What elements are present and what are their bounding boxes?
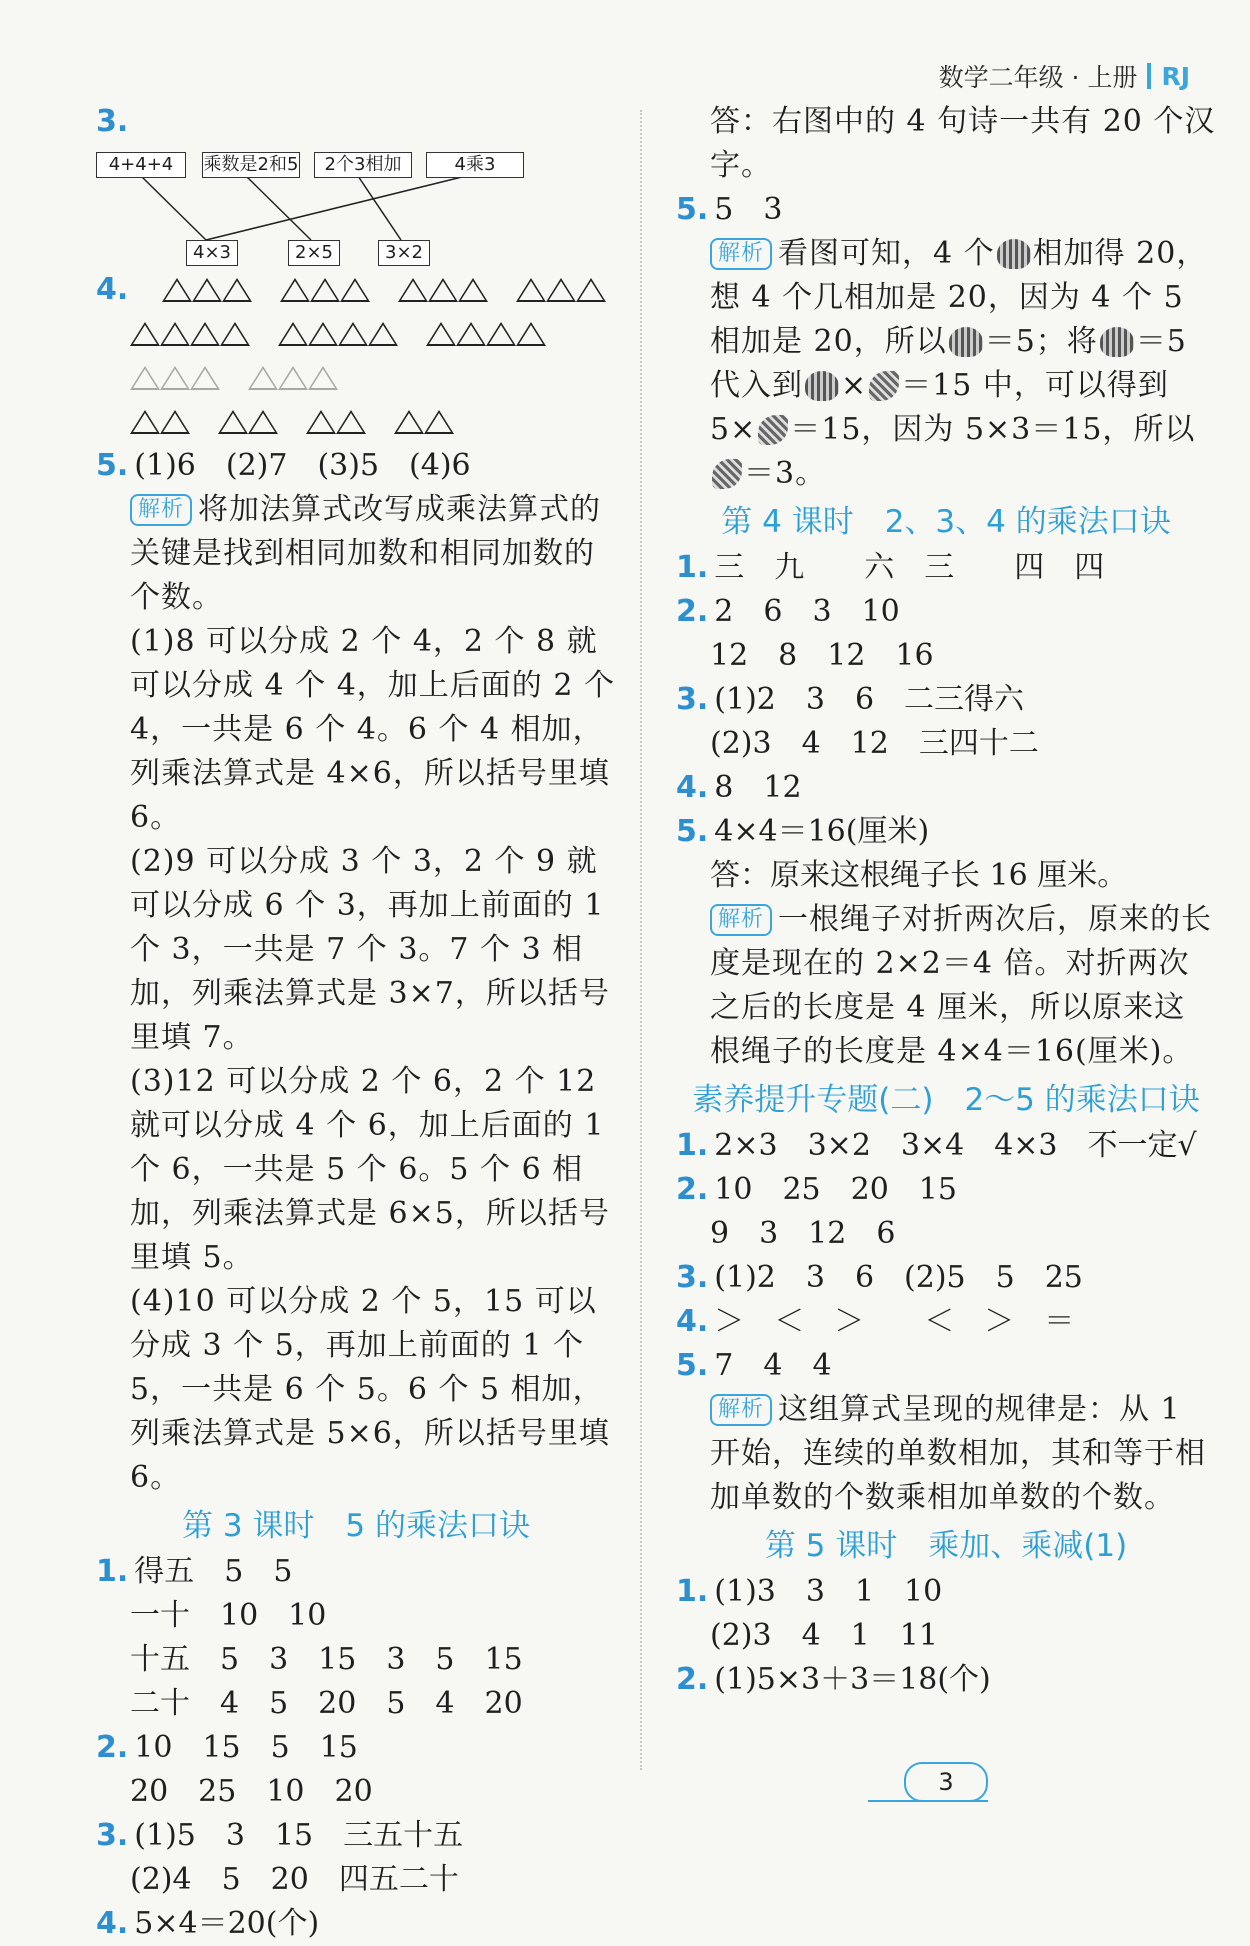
triangle-shape bbox=[130, 366, 160, 390]
triangle-shape bbox=[486, 322, 516, 346]
triangle-group bbox=[278, 322, 398, 346]
l3-q2-line1: 10 15 5 15 bbox=[134, 1730, 358, 1765]
analysis-text: 看图可知，4 个 bbox=[778, 236, 995, 271]
triangle-shape bbox=[278, 366, 308, 390]
q4-triangles-row-4 bbox=[96, 400, 616, 444]
shell-icon bbox=[805, 371, 839, 401]
page-number-underline bbox=[868, 1800, 988, 1802]
s2-q5-line: 7 4 4 bbox=[714, 1348, 832, 1383]
q4-triangles-row-3 bbox=[96, 356, 616, 400]
l3-q2-line2: 20 25 10 20 bbox=[130, 1774, 373, 1809]
match-box-top-2: 乘数是2和5 bbox=[202, 152, 300, 178]
q5-analysis: 将加法算式改写成乘法算式的关键是找到相同加数和相同加数的个数。 bbox=[130, 492, 602, 615]
triangle-shape bbox=[308, 322, 338, 346]
triangle-shape bbox=[368, 322, 398, 346]
triangle-shape bbox=[458, 278, 488, 302]
triangle-shape bbox=[280, 278, 310, 302]
special2-title: 素养提升专题(二) 2～5 的乘法口诀 bbox=[692, 1082, 1200, 1118]
l4-q5-analysis: 一根绳子对折两次后，原来的长度是现在的 2×2＝4 倍。对折两次之后的长度是 4 厘米，所以原来这根绳子的长度是 4×4＝16(厘米)。 bbox=[710, 902, 1213, 1069]
triangle-shape bbox=[248, 410, 278, 434]
analysis-text: × bbox=[841, 368, 868, 403]
triangle-group bbox=[130, 322, 250, 346]
l3-q1-line4: 二十 4 5 20 5 4 20 bbox=[130, 1686, 523, 1721]
q5-part4: (4)10 可以分成 2 个 5，15 可以分成 3 个 5，再加上前面的 1 个 5，一共是 6 个 5。6 个 5 相加，列乘法算式是 5×6，所以括号里填 6。 bbox=[130, 1284, 610, 1495]
triangle-shape bbox=[424, 410, 454, 434]
triangle-shape bbox=[190, 366, 220, 390]
triangle-shape bbox=[308, 366, 338, 390]
l3-q1-number: 1. bbox=[96, 1554, 129, 1589]
lesson5-title: 第 5 课时 乘加、乘减(1) bbox=[764, 1528, 1128, 1564]
l3-q3-line1: (1)5 3 15 三五十五 bbox=[134, 1818, 464, 1853]
triangle-shape bbox=[338, 322, 368, 346]
l4-q1-line: 三 九 六 三 四 四 bbox=[714, 550, 1105, 585]
triangle-group bbox=[306, 410, 366, 434]
shell-icon bbox=[1100, 327, 1134, 357]
q5-part1: (1)8 可以分成 2 个 4，2 个 8 就可以分成 4 个 4，加上后面的 2 个 4，一共是 6 个 4。6 个 4 相加，列乘法算式是 4×6，所以括号里填 6。 bbox=[130, 624, 615, 835]
poem-answer: 答：右图中的 4 句诗一共有 20 个汉字。 bbox=[710, 104, 1216, 183]
shell-icon bbox=[949, 327, 983, 357]
triangle-shape bbox=[306, 410, 336, 434]
match-box-bottom-2: 2×5 bbox=[288, 240, 340, 266]
s2-q1-number: 1. bbox=[676, 1128, 709, 1163]
q3-number: 3. bbox=[96, 104, 129, 139]
l3-q3-number: 3. bbox=[96, 1818, 129, 1853]
l5-q2-number: 2. bbox=[676, 1662, 709, 1697]
match-box-bottom-1: 4×3 bbox=[186, 240, 238, 266]
triangle-shape bbox=[426, 322, 456, 346]
l4-q4-line: 8 12 bbox=[714, 770, 802, 805]
triangle-shape bbox=[192, 278, 222, 302]
triangle-shape bbox=[160, 410, 190, 434]
triangle-group bbox=[398, 278, 488, 302]
s2-q4-line: ＞ ＜ ＞ ＜ ＞ ＝ bbox=[714, 1304, 1075, 1339]
q4-triangles-row-2 bbox=[96, 312, 616, 356]
triangle-group bbox=[248, 366, 338, 390]
lesson4-title: 第 4 课时 2、3、4 的乘法口诀 bbox=[721, 504, 1171, 540]
l4-q2-line1: 2 6 3 10 bbox=[714, 594, 900, 629]
analysis-tag: 解析 bbox=[710, 904, 772, 936]
analysis-tag: 解析 bbox=[710, 1394, 772, 1426]
l4-q2-number: 2. bbox=[676, 594, 709, 629]
triangle-shape bbox=[218, 410, 248, 434]
triangle-shape bbox=[310, 278, 340, 302]
l4-q4-number: 4. bbox=[676, 770, 709, 805]
triangle-shape bbox=[428, 278, 458, 302]
shell-icon bbox=[997, 239, 1031, 269]
left-column bbox=[96, 100, 616, 1946]
s2-q5-number: 5. bbox=[676, 1348, 709, 1383]
l5-q2-line: (1)5×3＋3＝18(个) bbox=[714, 1662, 991, 1697]
l3-q3-line2: (2)4 5 20 四五二十 bbox=[130, 1862, 459, 1897]
l4-q3-line2: (2)3 4 12 三四十二 bbox=[710, 726, 1039, 761]
triangle-shape bbox=[456, 322, 486, 346]
analysis-text: ＝15 中，可以得到 5× bbox=[710, 368, 1169, 447]
triangle-shape bbox=[516, 322, 546, 346]
triangle-shape bbox=[336, 410, 366, 434]
triangle-group bbox=[162, 278, 252, 302]
s2-q2-line1: 10 25 20 15 bbox=[714, 1172, 957, 1207]
q5-part3: (3)12 可以分成 2 个 6，2 个 12 就可以分成 4 个 6，加上后面的 1 个 6，一共是 5 个 6。5 个 6 相加，列乘法算式是 6×5，所以括号里填 5。 bbox=[130, 1064, 610, 1275]
analysis-text: 相加得 20，想 4 个几相加是 20，因为 4 个 5 相加是 20，所以 bbox=[710, 236, 1208, 359]
s2-q2-line2: 9 3 12 6 bbox=[710, 1216, 896, 1251]
triangle-group bbox=[426, 322, 546, 346]
l4-q3-number: 3. bbox=[676, 682, 709, 717]
analysis-text: ＝3。 bbox=[744, 456, 827, 491]
triangle-shape bbox=[576, 278, 606, 302]
page-number: 3 bbox=[904, 1762, 988, 1802]
right-column bbox=[676, 100, 1216, 1702]
triangle-shape bbox=[398, 278, 428, 302]
q4-number: 4. bbox=[96, 272, 129, 307]
lesson3-title: 第 3 课时 5 的乘法口诀 bbox=[181, 1508, 530, 1544]
s2-q3-line: (1)2 3 6 (2)5 5 25 bbox=[714, 1260, 1083, 1295]
l5-q1-line2: (2)3 4 1 11 bbox=[710, 1618, 938, 1653]
page-header bbox=[939, 58, 1190, 94]
match-box-bottom-3: 3×2 bbox=[378, 240, 430, 266]
analysis-text: ＝5 代入到 bbox=[710, 324, 1187, 403]
triangle-group bbox=[280, 278, 370, 302]
triangle-group bbox=[394, 410, 454, 434]
match-box-top-4: 4乘3 bbox=[426, 152, 524, 178]
l3-q1-line3: 十五 5 3 15 3 5 15 bbox=[130, 1642, 523, 1677]
triangle-shape bbox=[160, 322, 190, 346]
s2-q3-number: 3. bbox=[676, 1260, 709, 1295]
analysis-text: ＝5；将 bbox=[984, 324, 1098, 359]
l4-q5-number: 5. bbox=[676, 814, 709, 849]
s2-q1-line: 2×3 3×2 3×4 4×3 不一定√ bbox=[714, 1128, 1197, 1163]
q5-answer: (1)6 (2)7 (3)5 (4)6 bbox=[134, 448, 471, 483]
column-divider bbox=[640, 110, 642, 1770]
triangle-shape bbox=[160, 366, 190, 390]
triangle-group bbox=[130, 410, 190, 434]
triangle-shape bbox=[190, 322, 220, 346]
l4-q5-answer: 答：原来这根绳子长 16 厘米。 bbox=[710, 858, 1128, 893]
r-q5-answer: 5 3 bbox=[714, 192, 783, 227]
conch-icon bbox=[758, 415, 788, 445]
l3-q4-line: 5×4＝20(个) bbox=[134, 1906, 320, 1941]
triangle-shape bbox=[130, 322, 160, 346]
q4-triangles-row-1 bbox=[96, 268, 616, 312]
triangle-shape bbox=[516, 278, 546, 302]
l5-q1-number: 1. bbox=[676, 1574, 709, 1609]
s2-q2-number: 2. bbox=[676, 1172, 709, 1207]
header-divider bbox=[1147, 63, 1151, 89]
r-q5-analysis bbox=[676, 232, 1216, 496]
l3-q2-number: 2. bbox=[96, 1730, 129, 1765]
l3-q1-line2: 一十 10 10 bbox=[130, 1598, 327, 1633]
l3-q4-number: 4. bbox=[96, 1906, 129, 1941]
analysis-tag: 解析 bbox=[710, 238, 772, 270]
triangle-shape bbox=[546, 278, 576, 302]
triangle-shape bbox=[340, 278, 370, 302]
triangle-shape bbox=[278, 322, 308, 346]
triangle-shape bbox=[130, 410, 160, 434]
q5-part2: (2)9 可以分成 3 个 3，2 个 9 就可以分成 6 个 3，再加上前面的 1 个 3，一共是 7 个 3。7 个 3 相加，列乘法算式是 3×7，所以括号里填 7。 bbox=[130, 844, 610, 1055]
conch-icon bbox=[869, 371, 899, 401]
triangle-shape bbox=[162, 278, 192, 302]
l5-q1-line1: (1)3 3 1 10 bbox=[714, 1574, 943, 1609]
l4-q3-line1: (1)2 3 6 二三得六 bbox=[714, 682, 1025, 717]
s2-q4-number: 4. bbox=[676, 1304, 709, 1339]
analysis-text: ＝15，因为 5×3＝15，所以 bbox=[790, 412, 1196, 447]
analysis-tag: 解析 bbox=[130, 494, 192, 526]
s2-q5-analysis: 这组算式呈现的规律是：从 1 开始，连续的单数相加，其和等于相加单数的个数乘相加单数的个数。 bbox=[710, 1392, 1206, 1515]
edition-label: RJ bbox=[1161, 61, 1190, 91]
l4-q5-line: 4×4＝16(厘米) bbox=[714, 814, 930, 849]
l3-q1-line1: 得五 5 5 bbox=[134, 1554, 293, 1589]
triangle-shape bbox=[394, 410, 424, 434]
triangle-shape bbox=[248, 366, 278, 390]
triangle-shape bbox=[222, 278, 252, 302]
l4-q1-number: 1. bbox=[676, 550, 709, 585]
match-box-top-3: 2个3相加 bbox=[314, 152, 412, 178]
r-q5-number: 5. bbox=[676, 192, 709, 227]
subject-label: 数学二年级 · 上册 bbox=[938, 63, 1138, 92]
conch-icon bbox=[712, 459, 742, 489]
triangle-group bbox=[516, 278, 606, 302]
l4-q2-line2: 12 8 12 16 bbox=[710, 638, 934, 673]
triangle-group bbox=[218, 410, 278, 434]
q5-number: 5. bbox=[96, 448, 129, 483]
triangle-shape bbox=[220, 322, 250, 346]
triangle-group bbox=[130, 366, 220, 390]
match-box-top-1: 4+4+4 bbox=[96, 152, 186, 178]
matching-diagram bbox=[96, 148, 616, 268]
